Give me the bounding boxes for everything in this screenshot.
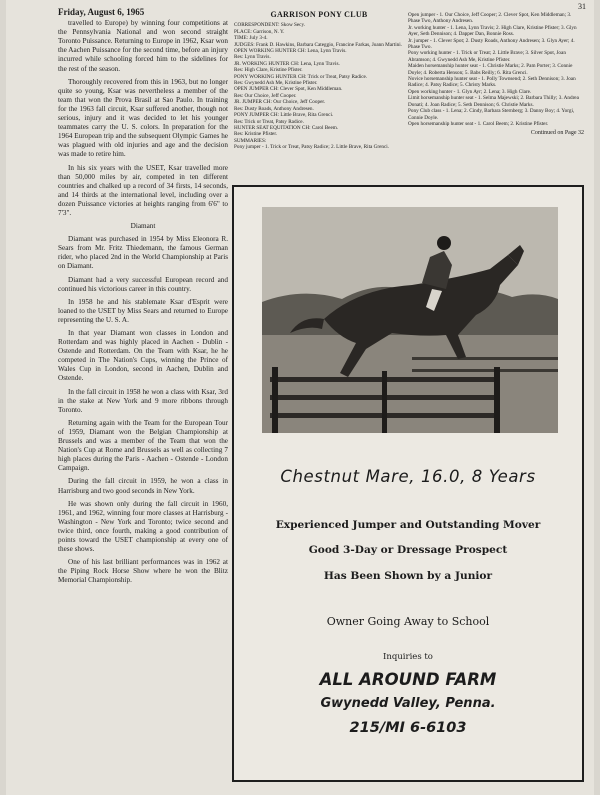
result-line: Res: High Clare, Kristine Pfister. (234, 67, 303, 74)
article-paragraph: Thoroughly recovered from this in 1963, but no longer quite so young, Ksar was nevertheless a member of the team that won the Prova Brasil at Sao Paulo. In training for the 1963 fall circuit, Ksar suffered another, though not serious, injury and it was decided to let his younger teammates carry the U. S. colors. In preparation for the 1964 European trip and the subsequent Olympic Games he was plagued with old injuries and age and the decision was made to retire him. (58, 77, 228, 159)
continued-note: Continued on Page 32 (530, 130, 584, 137)
background-fence (412, 357, 558, 360)
ad-body-line: Good 3-Day or Dressage Prospect (308, 544, 508, 556)
horse-for-sale-ad (232, 185, 584, 782)
result-line: Res: Lynn Travis. (234, 54, 271, 61)
horse-jumping-illustration (262, 207, 558, 433)
ad-headline: Chestnut Mare, 16.0, 8 Years (280, 467, 536, 486)
result-line: Novice horsemanship hunter seat - 1. Polly Townsend; 2. Seth Dennison; 3. Joan Radice; 4. Patsy Radice; 5. Christy Marks. (408, 76, 576, 89)
result-line: Res: Dusty Roads, Anthony Andresen. (234, 105, 314, 112)
result-line: Pony jumper - 1. Trick or Treat, Patsy Radice; 2. Little Brave, Rita Grenci. (234, 144, 390, 151)
results-continued-column (408, 12, 584, 137)
article-paragraph: In that year Diamant won classes in London and Rotterdam and was highly placed in Aachen - Dublin - Ostende and Rotterdam. On the Team with Ksar, he he competed in The Nation's Cups, winning the Prince of Wales Cup in London, second in Aachen, Dublin and Ostende. (58, 329, 228, 383)
article-paragraph: During the fall circuit in 1959, he won a class in Harrisburg and two good seconds in New York. (58, 477, 228, 495)
result-line: JR. WORKING HUNTER CH: Lena, Lynn Travis. (234, 60, 340, 67)
result-line: Res: Trick or Treat, Patsy Radice. (234, 118, 304, 125)
ad-body-line: Has Been Shown by a Junior (323, 570, 493, 582)
result-line: OPEN JUMPER CH: Clever Spot, Ken Middleman. (234, 86, 343, 93)
article-paragraph: Returning again with the Team for the European Tour of 1959, Diamant won the Belgian Championship at Brussels and was a member of the Team that won the Nation's Cup at Rome and Brussels as well as collecting 7 high places during the Paris - Aachen - Ostende - London Campaign. (58, 418, 228, 473)
article-column (58, 8, 228, 589)
ad-inquiries: Inquiries to (383, 652, 433, 662)
article-paragraph: Diamant had a very successful European record and continued his victorious career in this country. (58, 275, 228, 293)
club-title: GARRISON PONY CLUB (270, 10, 368, 19)
result-line: Maiden horsemanship hunter seat - 1. Christie Marks; 2. Pam Porter; 3. Connie Doyle; 4. Roberta Henson; 5. Babs Reilly; 6. Rita Grenci. (408, 63, 573, 76)
result-line: PONY JUMPER CH: Little Brave, Rita Grenci. (234, 112, 334, 119)
result-line: Pony working hunter - 1. Trick or Treat; 2. Little Brave; 3. Silver Spot, Joan Abramson; 4. Gwynedd Ash Me, Kristine Pfister. (408, 50, 566, 63)
ad-location: Gwynedd Valley, Penna. (320, 696, 496, 711)
article-paragraph: travelled to Europe) by winning four competitions at the Pennsylvania National and won second straight Toronto Puissance. Returning to Europe in 1962, Ksar won the Aachen Puissance for the second time, before an injury incurred while schooling forced him to the sidelines for the rest of the season. (58, 19, 228, 73)
result-line: JUDGES: Frank D. Hawkins, Barbara Categgio, Francine Farkas, Joann Martini. (234, 41, 402, 48)
article-paragraph: In the fall circuit in 1958 he won a class with Ksar, 3rd in the stake at New York and 9 more ribbons through Toronto. (58, 387, 228, 414)
result-line: Jr. jumper - 1. Clever Spot; 2. Dusty Roads, Anthony Andresen; 3. Glyn Ayer; 4. Phase Two. (408, 37, 575, 51)
ad-body-line: Experienced Jumper and Outstanding Mover (275, 519, 541, 531)
result-line: Limit horsemanship hunter seat - 1. Selma Majewski; 2. Barbara Thilly; 3. Andrea Donati; 4. Joan Radice; 5. Seth Dennison; 6. Christie Marks. (408, 95, 579, 108)
dateline: Friday, August 6, 1965 (58, 7, 145, 17)
result-line: OPEN WORKING HUNTER CH: Lena, Lynn Travis. (234, 48, 347, 55)
result-line: PONY WORKING HUNTER CH: Trick or Treat, Patsy Radice. (234, 73, 368, 80)
result-line: Open horsemanship hunter seat - 1. Carol Beem; 2. Kristine Pfister. (408, 120, 549, 127)
ad-owner-line: Owner Going Away to School (326, 615, 490, 628)
horse-show-results-column (234, 12, 404, 151)
result-line: Open jumper - 1. Our Choice, Jeff Cooper; 2. Clever Spot, Ken Middleman; 3. Phase Two, Anthony Andresen. (408, 12, 572, 25)
field (262, 335, 558, 433)
result-line: Res: Gwynedd Ash Me, Kristine Pfister. (234, 80, 318, 87)
article-paragraph: Diamant was purchased in 1954 by Miss Eleonora R. Sears from Mr. Fritz Thiedemann, the famous German rider, who placed 2nd in the World Championship at Paris on Diamant. (58, 235, 228, 271)
magazine-page (6, 0, 594, 795)
article-paragraph: He was shown only during the fall circuit in 1960, 1961, and 1962, winning four more classes at Harrisburg - Washington - New York and Toronto; twice second and twice third, once fourth, making a good contribution of points toward the USET championship at every one of these shows. (58, 499, 228, 554)
result-line: HUNTER SEAT EQUITATION CH: Carol Beem. (234, 124, 339, 131)
section-heading: Diamant (130, 222, 156, 231)
article-paragraph: In 1958 he and his stablemate Ksar d'Esprit were loaned to the USET by Miss Sears and returned to Europe representing the U. S. A. (58, 297, 228, 324)
jump-post (272, 367, 278, 433)
result-line: Res: Our Choice, Jeff Cooper. (234, 92, 297, 99)
rider-helmet (437, 236, 451, 250)
horse-jumping-photo (262, 207, 558, 433)
page-number: 31 (578, 2, 586, 11)
result-line: Jr. working hunter - 1. Lena, Lynn Travis; 2. High Clare, Kristine Pfister; 3. Glyn Ayer, Seth Dennison; 4. Dapper Dan, Bonnie Ross. (408, 24, 577, 38)
result-line: SUMMARIES: (234, 137, 267, 144)
ad-farm-name: ALL AROUND FARM (319, 670, 497, 689)
article-paragraph: One of his last brilliant performances was in 1962 at the Piping Rock Horse Show where he won the Blitz Memorial Championship. (58, 558, 228, 585)
result-line: PLACE: Garrison, N. Y. (234, 28, 285, 35)
result-line: Pony Club class - 1. Lena; 2. Cindy, Barbara Sternberg; 3. Danny Boy; 4. Yorgi, Connie Doyle. (408, 108, 575, 121)
result-line: Open working hunter - 1. Glyn Ayr; 2. Lena; 3. High Clare. (408, 88, 532, 95)
article-paragraph: In his six years with the USET, Ksar travelled more than 50,000 miles by air, competed in ten different countries and chalked up a record of 34 firsts, 14 seconds, and 14 thirds at the international level, including over a dozen Puissance victories at heights ranging from 6'6" to 7'3". (58, 163, 228, 217)
result-line: JR. JUMPER CH: Our Choice, Jeff Cooper. (234, 99, 326, 106)
ad-phone: 215/MI 6-6103 (349, 720, 467, 736)
result-line: TIME: July 3-4. (234, 35, 268, 42)
result-line: CORRESPONDENT: Skow Secy. (234, 22, 306, 29)
result-line: Res: Kristine Pfister. (234, 131, 278, 138)
